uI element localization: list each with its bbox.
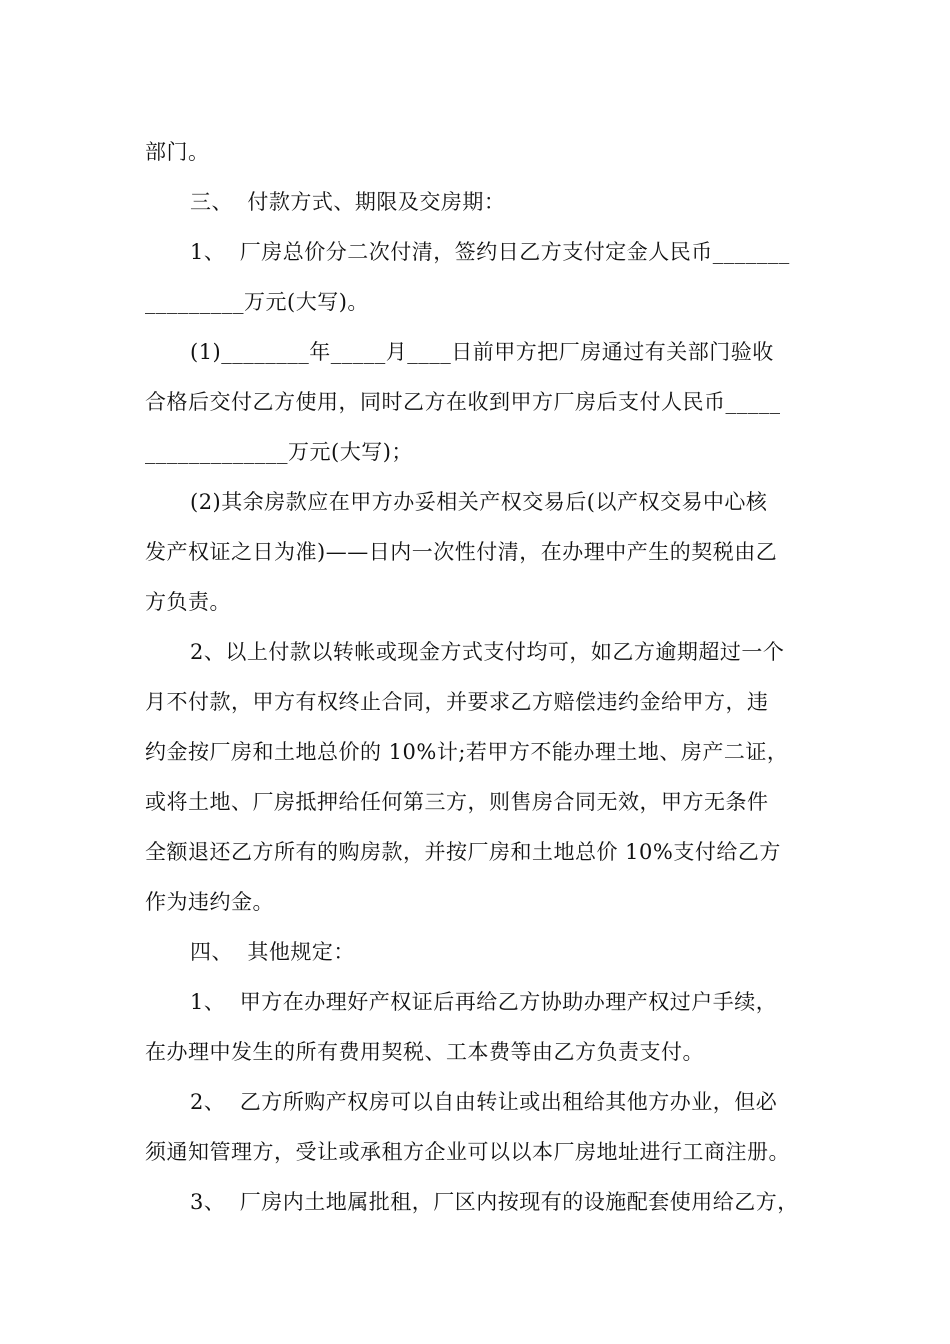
paragraph-line: _________万元(大写)。	[145, 290, 369, 314]
paragraph-line: 合格后交付乙方使用，同时乙方在收到甲方厂房后支付人民币_____	[145, 390, 781, 414]
section-heading: 三、 付款方式、期限及交房期：	[190, 190, 506, 214]
paragraph-line: 1、 甲方在办理好产权证后再给乙方协助办理产权过户手续，	[190, 990, 778, 1014]
paragraph-line: 作为违约金。	[145, 890, 274, 914]
section-heading: 四、 其他规定：	[190, 940, 355, 964]
paragraph-line: (2)其余房款应在甲方办妥相关产权交易后(以产权交易中心核	[190, 490, 768, 514]
paragraph-line: 2、 乙方所购产权房可以自由转让或出租给其他方办业，但必	[190, 1090, 778, 1114]
paragraph-line: 发产权证之日为准)——日内一次性付清，在办理中产生的契税由乙	[145, 540, 778, 564]
paragraph-line: 方负责。	[145, 590, 231, 614]
paragraph-line: 部门。	[145, 140, 210, 164]
paragraph-line: 须通知管理方，受让或承租方企业可以以本厂房地址进行工商注册。	[145, 1140, 790, 1164]
paragraph-line: 在办理中发生的所有费用契税、工本费等由乙方负责支付。	[145, 1040, 704, 1064]
paragraph-line: 约金按厂房和土地总价的 10%计;若甲方不能办理土地、房产二证，	[145, 740, 789, 764]
paragraph-line: 全额退还乙方所有的购房款，并按厂房和土地总价 10%支付给乙方	[145, 840, 781, 864]
paragraph-line: 3、 厂房内土地属批租，厂区内按现有的设施配套使用给乙方，	[190, 1190, 799, 1214]
paragraph-line: (1)________年_____月____日前甲方把厂房通过有关部门验收	[190, 340, 774, 364]
paragraph-line: 2、以上付款以转帐或现金方式支付均可，如乙方逾期超过一个	[190, 640, 785, 664]
paragraph-line: 月不付款，甲方有权终止合同，并要求乙方赔偿违约金给甲方，违	[145, 690, 769, 714]
paragraph-line: 1、 厂房总价分二次付清，签约日乙方支付定金人民币_______	[190, 240, 790, 264]
paragraph-line: _____________万元(大写)；	[145, 440, 413, 464]
paragraph-line: 或将土地、厂房抵押给任何第三方，则售房合同无效，甲方无条件	[145, 790, 769, 814]
